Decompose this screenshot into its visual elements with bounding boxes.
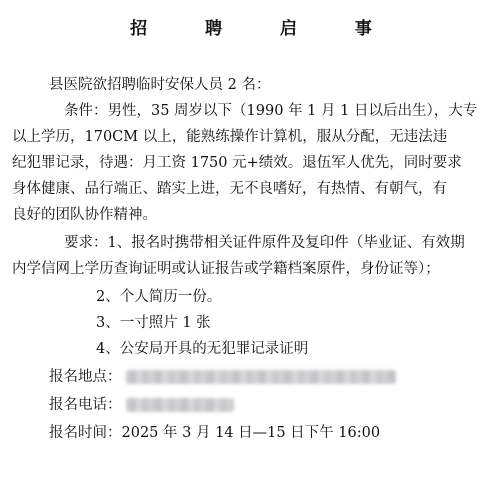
conditions-line-2: 以上学历，170CM 以上，能熟练操作计算机，服从分配，无违法违	[12, 129, 448, 145]
conditions-line-4: 身体健康、品行端正、踏实上进，无不良嗜好，有热情、有朝气，有	[12, 181, 447, 197]
notice-title: 招 聘 启 事	[130, 19, 398, 39]
conditions-line-1: 条件：男性，35 周岁以下（1990 年 1 月 1 日以后出生），大专	[64, 103, 478, 119]
intro-text: 县医院欲招聘临时安保人员 2 名：	[49, 77, 271, 93]
redacted-address	[126, 370, 396, 384]
registration-phone	[49, 396, 234, 414]
registration-time	[49, 424, 380, 442]
conditions-line-3: 纪犯罪记录，待遇：月工资 1750 元+绩效。退伍军人优先，同时要求	[12, 155, 462, 171]
registration-phone-label: 报名电话：	[49, 397, 122, 413]
registration-location	[49, 368, 396, 386]
registration-location-label: 报名地点：	[49, 369, 122, 385]
requirement-item-photo: 3、一寸照片 1 张	[96, 315, 211, 331]
requirement-item-resume: 2、个人简历一份。	[96, 289, 222, 305]
requirement-item-record: 4、公安局开具的无犯罪记录证明	[96, 341, 309, 357]
requirements-line-1: 要求：1、报名时携带相关证件原件及复印件（毕业证、有效期	[64, 235, 465, 251]
redacted-phone	[126, 398, 234, 412]
registration-time-label: 报名时间：	[49, 425, 122, 441]
registration-time-value: 2025 年 3 月 14 日—15 日下午 16:00	[121, 425, 381, 441]
conditions-line-5: 良好的团队协作精神。	[12, 207, 157, 223]
requirements-line-2: 内学信网上学历查询证明或认证报告或学籍档案原件，身份证等）；	[12, 261, 440, 277]
